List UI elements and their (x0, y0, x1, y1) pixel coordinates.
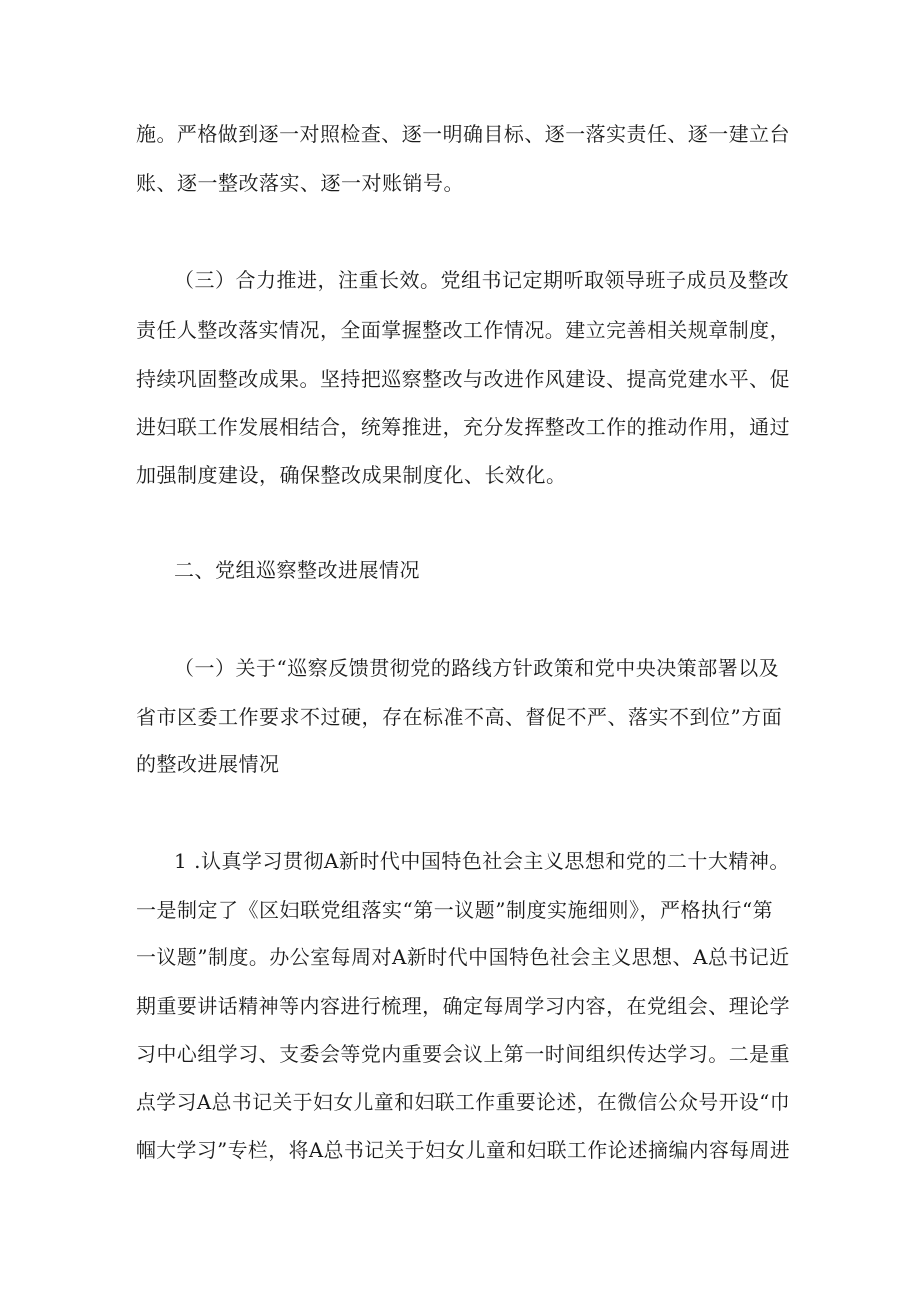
text-line: 点学习A总书记关于妇女儿童和妇联工作重要论述，在微信公众号开设“巾 (136, 1090, 791, 1114)
text-line: 省市区委工作要求不过硬，存在标准不高、督促不严、落实不到位”方面 (136, 705, 783, 729)
text-line: 一是制定了《区妇联党组落实“第一议题”制度实施细则》，严格执行“第 (136, 898, 774, 922)
text-line: 期重要讲话精神等内容进行梳理，确定每周学习内容，在党组会、理论学 (136, 994, 791, 1018)
text-line: 加强制度建设，确保整改成果制度化、长效化。 (136, 463, 567, 487)
text-line: 习中心组学习、支委会等党内重要会议上第一时间组织传达学习。二是重 (136, 1042, 791, 1066)
text-line: （一）关于“巡察反馈贯彻党的路线方针政策和党中央决策部署以及 (174, 656, 780, 680)
text-line: 持续巩固整改成果。坚持把巡察整改与改进作风建设、提高党建水平、促 (136, 367, 791, 391)
text-line: 账、逐一整改落实、逐一对账销号。 (136, 171, 464, 195)
text-line: 一议题”制度。办公室每周对A新时代中国特色社会主义思想、A总书记近 (136, 945, 790, 969)
text-line: 1 .认真学习贯彻A新时代中国特色社会主义思想和党的二十大精神。 (174, 849, 790, 873)
text-line: 施。严格做到逐一对照检查、逐一明确目标、逐一落实责任、逐一建立台 (136, 122, 791, 146)
text-line: （三）合力推进，注重长效。党组书记定期听取领导班子成员及整改 (174, 268, 789, 292)
text-line: 的整改进展情况 (136, 752, 280, 776)
text-line: 帼大学习”专栏，将A总书记关于妇女儿童和妇联工作论述摘编内容每周进 (136, 1138, 791, 1162)
text-line: 进妇联工作发展相结合，统筹推进，充分发挥整改工作的推动作用，通过 (136, 415, 791, 439)
section-heading: 二、党组巡察整改进展情况 (174, 558, 420, 582)
text-line: 责任人整改落实情况，全面掌握整改工作情况。建立完善相关规章制度， (136, 318, 791, 342)
